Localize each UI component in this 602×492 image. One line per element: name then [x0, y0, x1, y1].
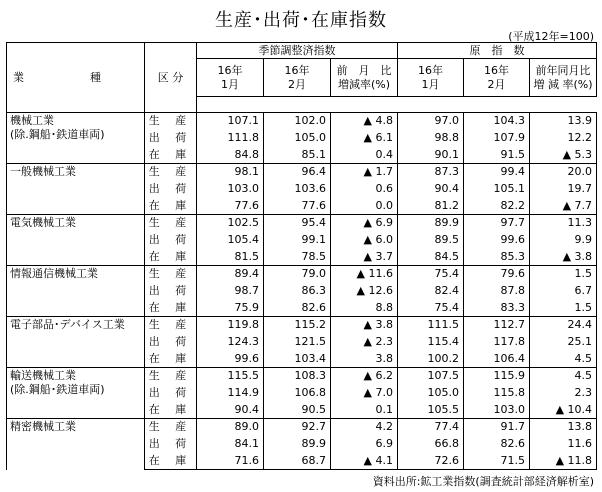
sa-month1-cell: 103.0 [197, 181, 264, 198]
sa-month2-cell: 68.7 [264, 453, 331, 470]
or-month2-cell: 106.4 [464, 351, 530, 368]
sa-month1-cell: 84.8 [197, 147, 264, 164]
or-month2-cell: 99.6 [464, 232, 530, 249]
sa-month1-cell: 115.5 [197, 368, 264, 385]
or-yoy-unit: 増 減 率(%) [533, 77, 593, 91]
category-cell: 在 庫 [145, 147, 197, 164]
industry-cell: 電子部品･デバイス工業 [7, 317, 145, 368]
sa-month1-cell: 99.6 [197, 351, 264, 368]
sa-month2-cell: 121.5 [264, 334, 331, 351]
sa-month2-header [264, 59, 331, 97]
sa-mom-cell: ▲ 7.0 [331, 385, 398, 402]
or-month1-year: 16年 [418, 63, 443, 77]
or-month2-cell: 115.9 [464, 368, 530, 385]
or-month2-year: 16年 [484, 63, 509, 77]
sa-mom-cell: ▲ 3.8 [331, 317, 398, 334]
sa-mom-cell: ▲ 6.0 [331, 232, 398, 249]
or-month1-cell: 90.1 [398, 147, 464, 164]
or-month1-cell: 81.2 [398, 198, 464, 215]
category-cell: 生 産 [145, 368, 197, 385]
or-month2-cell: 103.0 [464, 402, 530, 419]
or-month1-cell: 75.4 [398, 300, 464, 317]
category-cell: 在 庫 [145, 453, 197, 470]
or-month1-cell: 72.6 [398, 453, 464, 470]
sa-month1-cell: 105.4 [197, 232, 264, 249]
sa-month2-cell: 108.3 [264, 368, 331, 385]
or-month1-header [398, 59, 464, 97]
or-yoy-cell: ▲ 5.3 [530, 147, 597, 164]
industry-cell: 輸送機械工業 (除.鋼船･鉄道車両) [7, 368, 145, 419]
sa-mom-cell: 0.6 [331, 181, 398, 198]
category-cell: 出 荷 [145, 334, 197, 351]
or-yoy-cell: 1.5 [530, 266, 597, 283]
sa-mom-label: 前 月 比 [336, 63, 392, 77]
sa-mom-cell: 3.8 [331, 351, 398, 368]
sa-mom-cell: ▲ 11.6 [331, 266, 398, 283]
or-month2-cell: 83.3 [464, 300, 530, 317]
sa-month1-cell: 98.7 [197, 283, 264, 300]
industry-cell: 情報通信機械工業 [7, 266, 145, 317]
sa-mom-unit: 増減率(%) [337, 77, 391, 91]
sa-month1-cell: 89.4 [197, 266, 264, 283]
industry-cell: 機械工業 (除.鋼船･鉄道車両) [7, 113, 145, 164]
sa-month1-cell: 89.0 [197, 419, 264, 436]
sa-month2-year: 16年 [284, 63, 310, 77]
category-cell: 出 荷 [145, 283, 197, 300]
or-month2-cell: 104.3 [464, 113, 530, 130]
sa-month2-cell: 90.5 [264, 402, 331, 419]
sa-mom-cell: ▲ 6.2 [331, 368, 398, 385]
or-yoy-cell: ▲ 7.7 [530, 198, 597, 215]
or-yoy-cell: 1.5 [530, 300, 597, 317]
or-yoy-cell: ▲ 3.8 [530, 249, 597, 266]
or-month2-cell: 107.9 [464, 130, 530, 147]
sa-month2-cell: 96.4 [264, 164, 331, 181]
sa-mom-cell: 4.2 [331, 419, 398, 436]
sa-mom-cell: ▲ 4.8 [331, 113, 398, 130]
or-yoy-header [530, 59, 597, 97]
or-month1-cell: 100.2 [398, 351, 464, 368]
or-yoy-label: 前年同月比 [535, 63, 591, 77]
source-note: 資料出所:鉱工業指数(調査統計部経済解析室) [372, 475, 594, 488]
table-row [7, 113, 597, 130]
or-month1-cell: 105.0 [398, 385, 464, 402]
or-month2-cell: 97.7 [464, 215, 530, 232]
sa-month2-cell: 95.4 [264, 215, 331, 232]
sa-mom-cell: 6.9 [331, 436, 398, 453]
sa-month2-cell: 105.0 [264, 130, 331, 147]
or-yoy-cell: 11.6 [530, 436, 597, 453]
or-month2-cell: 82.2 [464, 198, 530, 215]
category-cell: 生 産 [145, 317, 197, 334]
or-month1-cell: 98.8 [398, 130, 464, 147]
sa-month1-cell: 77.6 [197, 198, 264, 215]
or-month1-cell: 87.3 [398, 164, 464, 181]
category-cell: 出 荷 [145, 181, 197, 198]
sa-month2-cell: 86.3 [264, 283, 331, 300]
or-month2-cell: 87.8 [464, 283, 530, 300]
sa-mom-header [331, 59, 398, 97]
or-month2-month: 2月 [487, 77, 506, 91]
or-yoy-cell: 4.5 [530, 368, 597, 385]
sa-month2-cell: 102.0 [264, 113, 331, 130]
sa-month1-cell: 111.8 [197, 130, 264, 147]
or-yoy-cell: 25.1 [530, 334, 597, 351]
page-title: 生産･出荷･在庫指数 [215, 10, 387, 31]
sa-month2-cell: 92.7 [264, 419, 331, 436]
sa-mom-cell: ▲ 2.3 [331, 334, 398, 351]
or-yoy-cell: 9.9 [530, 232, 597, 249]
sa-month1-cell: 98.1 [197, 164, 264, 181]
or-month1-cell: 111.5 [398, 317, 464, 334]
or-month2-cell: 115.8 [464, 385, 530, 402]
header-row-1 [7, 43, 597, 59]
or-yoy-cell: 13.9 [530, 113, 597, 130]
or-yoy-cell: 6.7 [530, 283, 597, 300]
or-month1-cell: 90.4 [398, 181, 464, 198]
or-month1-cell: 82.4 [398, 283, 464, 300]
or-month2-cell: 117.8 [464, 334, 530, 351]
category-cell: 生 産 [145, 164, 197, 181]
category-cell: 在 庫 [145, 249, 197, 266]
sa-month1-cell: 71.6 [197, 453, 264, 470]
category-cell: 出 荷 [145, 385, 197, 402]
sa-month1-cell: 119.8 [197, 317, 264, 334]
or-month1-cell: 84.5 [398, 249, 464, 266]
category-cell: 生 産 [145, 215, 197, 232]
sa-month2-cell: 77.6 [264, 198, 331, 215]
category-cell: 在 庫 [145, 351, 197, 368]
sa-month1-cell: 84.1 [197, 436, 264, 453]
table-row [7, 164, 597, 181]
index-table [6, 42, 597, 470]
or-month2-cell: 82.6 [464, 436, 530, 453]
table-row [7, 317, 597, 334]
industry-cell: 一般機械工業 [7, 164, 145, 215]
or-month1-cell: 105.5 [398, 402, 464, 419]
or-yoy-cell: 20.0 [530, 164, 597, 181]
sa-month1-cell: 102.5 [197, 215, 264, 232]
or-month1-cell: 107.5 [398, 368, 464, 385]
sa-mom-cell: 0.1 [331, 402, 398, 419]
category-cell: 生 産 [145, 113, 197, 130]
or-month2-cell: 99.4 [464, 164, 530, 181]
category-cell: 在 庫 [145, 198, 197, 215]
sa-mom-cell: ▲ 6.9 [331, 215, 398, 232]
or-month1-cell: 75.4 [398, 266, 464, 283]
sa-month2-cell: 103.4 [264, 351, 331, 368]
or-month1-cell: 89.9 [398, 215, 464, 232]
sa-month2-cell: 103.6 [264, 181, 331, 198]
sa-month2-cell: 79.0 [264, 266, 331, 283]
original-group-header: 原 指 数 [398, 43, 597, 59]
industry-header: 業 種 [7, 43, 145, 113]
table-row [7, 419, 597, 436]
category-cell: 出 荷 [145, 436, 197, 453]
or-month2-cell: 85.3 [464, 249, 530, 266]
or-month2-cell: 91.7 [464, 419, 530, 436]
or-month1-cell: 115.4 [398, 334, 464, 351]
sa-month2-cell: 85.1 [264, 147, 331, 164]
sa-mom-cell: 0.4 [331, 147, 398, 164]
category-cell: 生 産 [145, 419, 197, 436]
sa-month2-cell: 89.9 [264, 436, 331, 453]
or-month2-cell: 105.1 [464, 181, 530, 198]
or-month2-header [464, 59, 530, 97]
or-month2-cell: 91.5 [464, 147, 530, 164]
category-cell: 出 荷 [145, 130, 197, 147]
sa-month2-cell: 99.1 [264, 232, 331, 249]
sa-month2-cell: 106.8 [264, 385, 331, 402]
table-body [7, 43, 597, 470]
or-month1-cell: 89.5 [398, 232, 464, 249]
or-yoy-cell: 19.7 [530, 181, 597, 198]
base-year-note: (平成12年=100) [508, 30, 594, 43]
sa-month1-cell: 75.9 [197, 300, 264, 317]
category-cell: 生 産 [145, 266, 197, 283]
sa-month2-cell: 82.6 [264, 300, 331, 317]
or-yoy-cell: 12.2 [530, 130, 597, 147]
or-month1-cell: 66.8 [398, 436, 464, 453]
or-yoy-cell: 11.3 [530, 215, 597, 232]
or-month2-cell: 112.7 [464, 317, 530, 334]
category-header: 区 分 [145, 43, 197, 113]
or-yoy-cell: 2.3 [530, 385, 597, 402]
or-yoy-cell: ▲ 11.8 [530, 453, 597, 470]
or-yoy-cell: 4.5 [530, 351, 597, 368]
or-month2-cell: 71.5 [464, 453, 530, 470]
seasonal-group-header: 季節調整済指数 [197, 43, 398, 59]
category-cell: 出 荷 [145, 232, 197, 249]
or-month1-cell: 77.4 [398, 419, 464, 436]
category-cell: 在 庫 [145, 300, 197, 317]
or-month1-month: 1月 [421, 77, 440, 91]
sa-mom-cell: ▲ 6.1 [331, 130, 398, 147]
table-row [7, 215, 597, 232]
industry-cell: 電気機械工業 [7, 215, 145, 266]
sa-month1-month: 1月 [221, 77, 239, 91]
sa-month1-cell: 107.1 [197, 113, 264, 130]
sa-mom-cell: ▲ 3.7 [331, 249, 398, 266]
sa-month1-header [197, 59, 264, 97]
or-yoy-cell: ▲ 10.4 [530, 402, 597, 419]
category-cell: 在 庫 [145, 402, 197, 419]
sa-month2-month: 2月 [288, 77, 306, 91]
sa-mom-cell: 0.0 [331, 198, 398, 215]
industry-cell: 精密機械工業 [7, 419, 145, 470]
sa-month2-cell: 115.2 [264, 317, 331, 334]
or-month2-cell: 79.6 [464, 266, 530, 283]
sa-mom-cell: ▲ 1.7 [331, 164, 398, 181]
sa-month1-cell: 124.3 [197, 334, 264, 351]
or-yoy-cell: 13.8 [530, 419, 597, 436]
table-row [7, 368, 597, 385]
or-month1-cell: 97.0 [398, 113, 464, 130]
sa-mom-cell: ▲ 4.1 [331, 453, 398, 470]
sa-month1-cell: 90.4 [197, 402, 264, 419]
table-row [7, 266, 597, 283]
sa-month1-cell: 81.5 [197, 249, 264, 266]
or-yoy-cell: 24.4 [530, 317, 597, 334]
sa-mom-cell: 8.8 [331, 300, 398, 317]
sa-mom-cell: ▲ 12.6 [331, 283, 398, 300]
sa-month1-year: 16年 [217, 63, 243, 77]
sa-month1-cell: 114.9 [197, 385, 264, 402]
sa-month2-cell: 78.5 [264, 249, 331, 266]
